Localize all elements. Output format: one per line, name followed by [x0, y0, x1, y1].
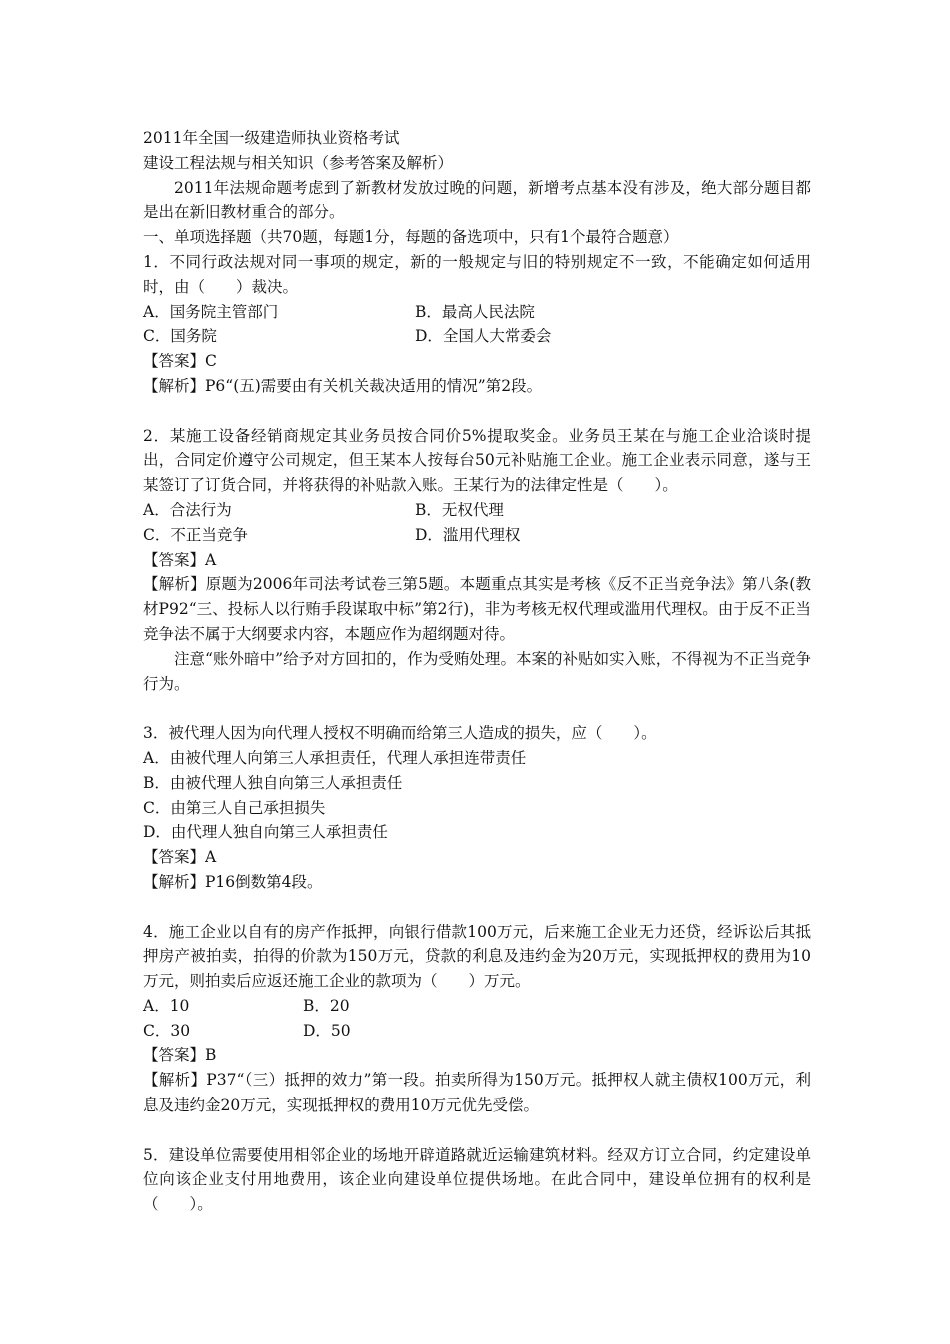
option: C．由第三人自己承担损失 [143, 798, 326, 817]
option: D．50 [303, 1021, 351, 1040]
option: C．国务院 [143, 327, 217, 346]
option: D．由代理人独自向第三人承担责任 [143, 823, 388, 842]
option: B．无权代理 [415, 500, 504, 519]
question-stem: 3．被代理人因为向代理人授权不明确而给第三人造成的损失，应（ ）。 [143, 724, 657, 743]
answer: 【答案】A [143, 848, 217, 867]
answer: 【答案】B [143, 1046, 217, 1065]
option: D．滥用代理权 [415, 525, 521, 544]
option: D．全国人大常委会 [415, 327, 552, 346]
blank-line [143, 399, 811, 424]
analysis-note: 注意“账外暗中”给予对方回扣的，作为受贿处理。本案的补贴如实入账，不得视为不正当竞争行为。 [143, 649, 811, 693]
analysis: 【解析】P16倒数第4段。 [143, 872, 323, 891]
option: B．由被代理人独自向第三人承担责任 [143, 773, 403, 792]
intro-paragraph: 2011年法规命题考虑到了新教材发放过晚的问题，新增考点基本没有涉及，绝大部分题目都是出在新旧教材重合的部分。 [143, 178, 811, 222]
option: C．30 [143, 1021, 191, 1040]
option-row [143, 324, 811, 349]
analysis: 【解析】P6“(五)需要由有关机关裁决适用的情况”第2段。 [143, 376, 543, 395]
option-row [143, 523, 811, 548]
option: C．不正当竞争 [143, 525, 248, 544]
question-stem: 4．施工企业以自有的房产作抵押，向银行借款100万元，后来施工企业无力还贷，经诉讼后其抵押房产被拍卖，拍得的价款为150万元，贷款的利息及违约金为20万元，实现抵押权的费用为10万元，则拍卖后应返还施工企业的款项为（ ）万元。 [143, 922, 811, 991]
blank-line [143, 1118, 811, 1143]
doc-title-line1: 2011年全国一级建造师执业资格考试 [143, 129, 400, 147]
blank-line [143, 895, 811, 920]
analysis: 【解析】原题为2006年司法考试卷三第5题。本题重点其实是考核《反不正当竞争法》第八条(教材P92“三、投标人以行贿手段谋取中标”第2行)，非为考核无权代理或滥用代理权。由于反不正当竞争法不属于大纲要求内容，本题应作为超纲题对待。 [143, 575, 811, 643]
section-title: 一、单项选择题（共70题，每题1分，每题的备选项中，只有1个最符合题意） [143, 228, 679, 247]
question-stem: 1．不同行政法规对同一事项的规定，新的一般规定与旧的特别规定不一致，不能确定如何适用时，由（ ）裁决。 [143, 252, 811, 296]
option-row [143, 994, 811, 1019]
question-stem: 2．某施工设备经销商规定其业务员按合同价5%提取奖金。业务员王某在与施工企业洽谈时提出，合同定价遵守公司规定，但王某本人按每台50元补贴施工企业。施工企业表示同意，遂与王某签订了订货合同，并将获得的补贴款入账。王某行为的法律定性是（ ）。 [143, 426, 811, 495]
option-row [143, 498, 811, 523]
doc-title-line2: 建设工程法规与相关知识（参考答案及解析） [143, 153, 454, 172]
option: A．国务院主管部门 [143, 302, 279, 321]
answer: 【答案】C [143, 352, 217, 371]
option-row [143, 1019, 811, 1044]
option-row [143, 300, 811, 325]
option: A．由被代理人向第三人承担责任，代理人承担连带责任 [143, 748, 527, 767]
analysis: 【解析】P37“（三）抵押的效力”第一段。拍卖所得为150万元。抵押权人就主债权100万元，利息及违约金20万元，实现抵押权的费用10万元优先受偿。 [143, 1071, 811, 1115]
option: B．最高人民法院 [415, 302, 535, 321]
option: A．合法行为 [143, 500, 232, 519]
question-stem: 5．建设单位需要使用相邻企业的场地开辟道路就近运输建筑材料。经双方订立合同，约定建设单位向该企业支付用地费用，该企业向建设单位提供场地。在此合同中，建设单位拥有的权利是（ ）。 [143, 1145, 811, 1214]
option: A．10 [143, 996, 190, 1015]
document-body [143, 126, 811, 1217]
option: B．20 [303, 996, 350, 1015]
answer: 【答案】A [143, 550, 217, 569]
blank-line [143, 696, 811, 721]
